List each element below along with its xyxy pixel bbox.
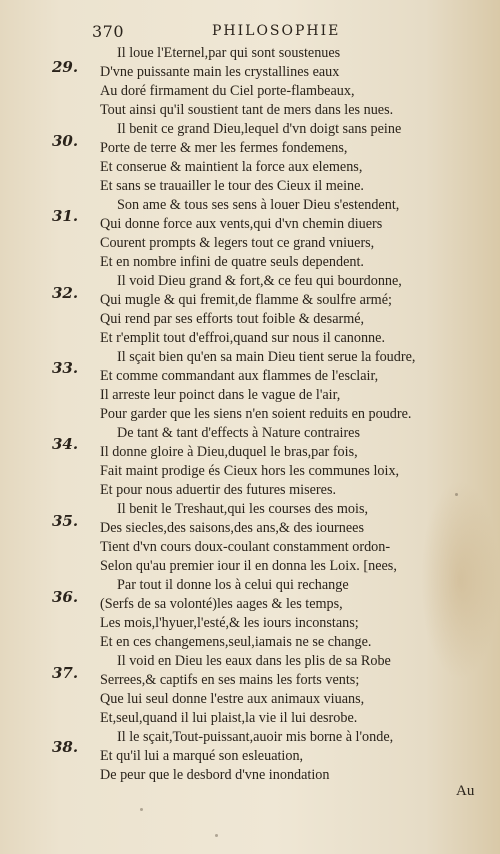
verse-line: Qui rend par ses efforts tout foible & desarmé, xyxy=(100,311,365,327)
stanza-number-30: 30. xyxy=(52,132,79,150)
stanza-number-32: 32. xyxy=(52,284,79,302)
verse-line: D'vne puissante main les crystallines eaux xyxy=(100,64,340,80)
verse-line: Tout ainsi qu'il soustient tant de mers dans les nues. xyxy=(100,102,394,118)
verse-line: Il sçait bien qu'en sa main Dieu tient serue la foudre, xyxy=(117,349,416,365)
verse-line: Il void Dieu grand & fort,& ce feu qui bourdonne, xyxy=(117,273,402,289)
stanza-number-37: 37. xyxy=(52,664,79,682)
verse-line: Qui donne force aux vents,qui d'vn chemin diuers xyxy=(100,216,383,232)
verse-line: Et conserue & maintient la force aux elemens, xyxy=(100,159,363,175)
verse-line: Fait maint prodige és Cieux hors les communes loix, xyxy=(100,463,400,479)
catchword: Au xyxy=(456,783,475,799)
verse-line: Il void en Dieu les eaux dans les plis de sa Robe xyxy=(117,653,391,669)
verse-line: De tant & tant d'effects à Nature contraires xyxy=(117,425,360,441)
verse-line: De peur que le desbord d'vne inondation xyxy=(100,767,330,783)
verse-line: Pour garder que les siens n'en soient reduits en poudre. xyxy=(100,406,412,422)
page-header xyxy=(0,22,500,46)
verse-line: Il le sçait,Tout-puissant,auoir mis borne à l'onde, xyxy=(117,729,394,745)
verse-line: Porte de terre & mer les fermes fondemens, xyxy=(100,140,348,156)
stanza-number-34: 34. xyxy=(52,435,79,453)
verse-line: Et en nombre infini de quatre seuls dependent. xyxy=(100,254,364,270)
verse-line: Et pour nous aduertir des futures miseres. xyxy=(100,482,337,498)
verse-line: Il loue l'Eternel,par qui sont soustenues xyxy=(117,45,341,61)
stanza-number-33: 33. xyxy=(52,359,79,377)
stanza-number-35: 35. xyxy=(52,512,79,530)
verse-line: Serrees,& captifs en ses mains les forts vents; xyxy=(100,672,360,688)
verse-line: Son ame & tous ses sens à louer Dieu s'estendent, xyxy=(117,197,400,213)
stanza-number-31: 31. xyxy=(52,207,79,225)
verse-line: Et,seul,quand il lui plaist,la vie il lui desrobe. xyxy=(100,710,358,726)
ink-speck xyxy=(455,493,458,496)
stanza-number-38: 38. xyxy=(52,738,79,756)
verse-line: Par tout il donne los à celui qui rechange xyxy=(117,577,349,593)
stanza-number-36: 36. xyxy=(52,588,79,606)
verse-line: Qui mugle & qui fremit,de flamme & soulfre armé; xyxy=(100,292,392,308)
verse-line: Et qu'il lui a marqué son esleuation, xyxy=(100,748,304,764)
ink-speck xyxy=(215,834,218,837)
verse-line: Des siecles,des saisons,des ans,& des iournees xyxy=(100,520,364,536)
stanza-number-29: 29. xyxy=(52,58,79,76)
running-head: PHILOSOPHIE xyxy=(212,23,341,39)
verse-line: Et r'emplit tout d'effroi,quand sur nous il canonne. xyxy=(100,330,385,346)
verse-line: Il arreste leur poinct dans le vague de l'air, xyxy=(100,387,341,403)
verse-line: Il benit le Treshaut,qui les courses des mois, xyxy=(117,501,369,517)
verse-line: Que lui seul donne l'estre aux animaux viuans, xyxy=(100,691,365,707)
paper-stain xyxy=(420,480,500,680)
verse-line: Tient d'vn cours doux-coulant constamment ordon- xyxy=(100,539,391,555)
page-number: 370 xyxy=(92,22,125,41)
verse-line: Il donne gloire à Dieu,duquel le bras,par fois, xyxy=(100,444,358,460)
verse-line: Les mois,l'hyuer,l'esté,& les iours inconstans; xyxy=(100,615,359,631)
ink-speck xyxy=(140,808,143,811)
verse-line: Au doré firmament du Ciel porte-flambeaux, xyxy=(100,83,355,99)
verse-line: Courent prompts & legers tout ce grand vniuers, xyxy=(100,235,375,251)
verse-line: Et en ces changemens,seul,iamais ne se change. xyxy=(100,634,372,650)
verse-line: Selon qu'au premier iour il en donna les Loix. [nees, xyxy=(100,558,397,574)
verse-line: (Serfs de sa volonté)les aages & les temps, xyxy=(100,596,343,612)
verse-line: Et comme commandant aux flammes de l'esclair, xyxy=(100,368,379,384)
verse-line: Il benit ce grand Dieu,lequel d'vn doigt sans peine xyxy=(117,121,402,137)
verse-line: Et sans se trauailler le tour des Cieux il meine. xyxy=(100,178,364,194)
